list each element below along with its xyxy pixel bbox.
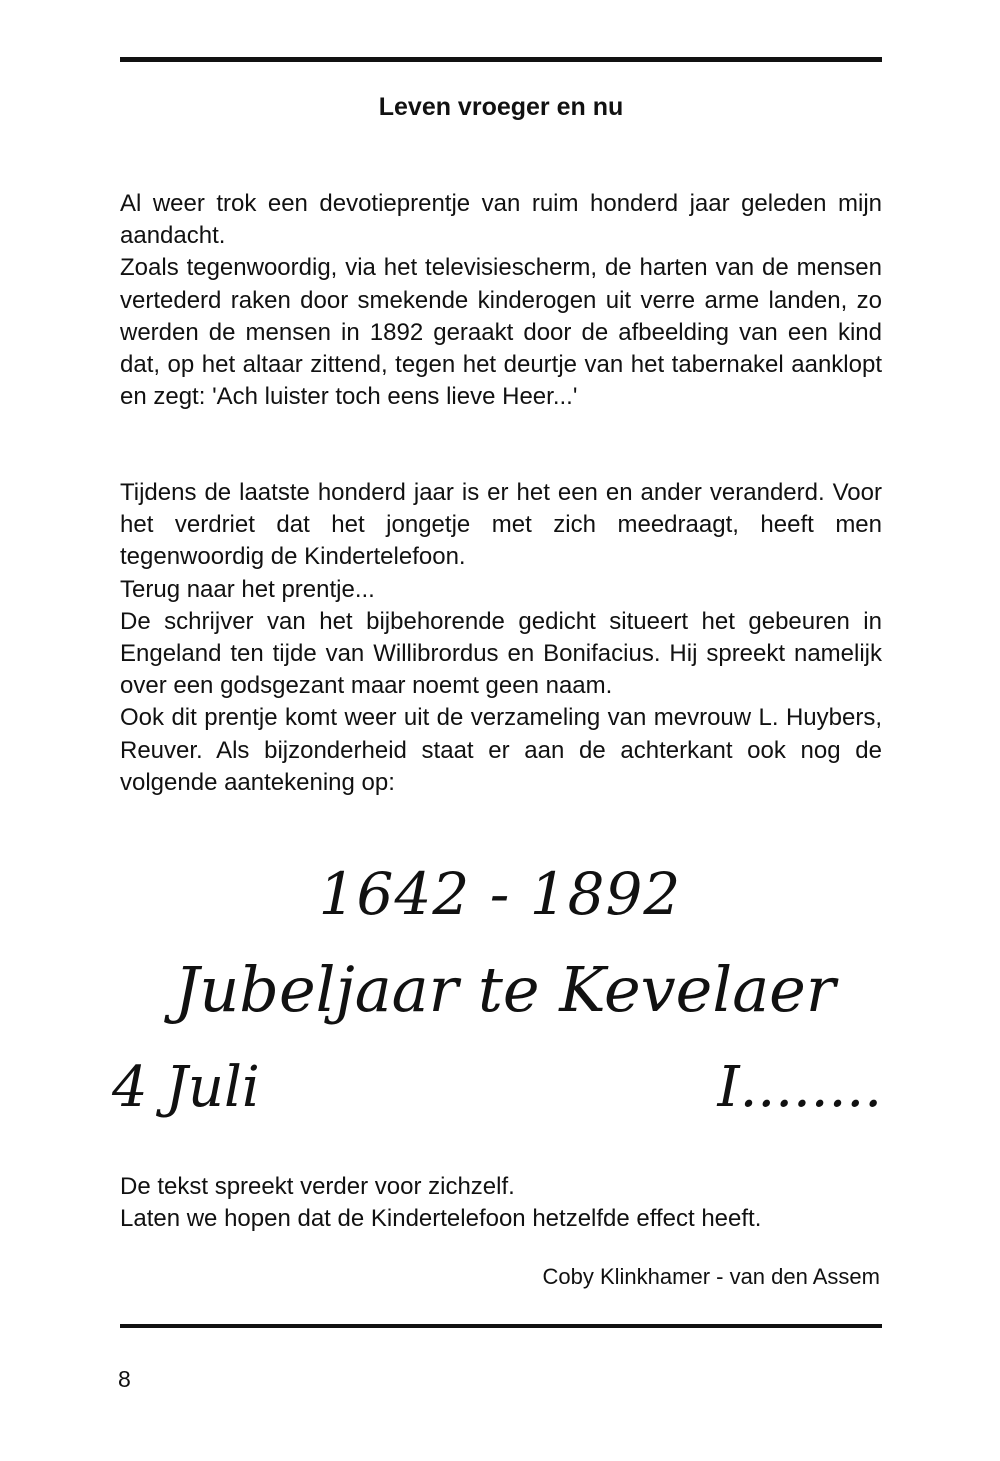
paragraph: Al weer trok een devotieprentje van ruim honderd jaar geleden mijn aandacht. xyxy=(120,190,882,250)
paragraph: Tijdens de laatste honderd jaar is er het een en ander veranderd. Voor het verdriet dat het jongetje met zich meedraagt, heeft men tegenwoordig de Kindertelefoon. xyxy=(120,479,882,571)
paragraph: Zoals tegenwoordig, via het televisiescherm, de harten van de mensen vertederd raken door smekende kinderogen uit verre arme landen, zo werden de mensen in 1892 geraakt door de afbeelding van een kind dat, op het altaar zittend, tegen het deurtje van het tabernakel aanklopt en zegt: 'Ach luister toch eens lieve Heer...' xyxy=(120,254,882,411)
author-signature: Coby Klinkhamer - van den Assem xyxy=(542,1264,880,1289)
top-rule xyxy=(120,57,882,62)
inscription-years: 1642 - 1892 xyxy=(318,860,682,928)
paragraph: Terug naar het prentje... xyxy=(120,575,375,603)
inscription-date: 4 Juli xyxy=(112,1055,260,1120)
history-section xyxy=(120,477,882,799)
article-title: Leven vroeger en nu xyxy=(378,93,624,121)
paragraph: De schrijver van het bijbehorende gedicht situeert het gebeuren in Engeland ten tijde van Willibrordus en Bonifacius. Hij spreekt namelijk over een godsgezant maar noemt geen naam. xyxy=(120,607,882,700)
paragraph: De tekst spreekt verder voor zichzelf. xyxy=(120,1173,515,1200)
bottom-rule xyxy=(120,1324,882,1328)
paragraph: Laten we hopen dat de Kindertelefoon hetzelfde effect heeft. xyxy=(120,1205,762,1233)
paragraph: Ook dit prentje komt weer uit de verzameling van mevrouw L. Huybers, Reuver. Als bijzonderheid staat er aan de achterkant ook nog de volgende aantekening op: xyxy=(120,704,882,796)
inscription-jubilee: Jubeljaar te Kevelaer xyxy=(174,953,836,1026)
inscription-initial: I........ xyxy=(717,1055,882,1120)
intro-section xyxy=(120,188,882,413)
page-number: 8 xyxy=(118,1366,131,1392)
closing-section xyxy=(120,1171,882,1235)
